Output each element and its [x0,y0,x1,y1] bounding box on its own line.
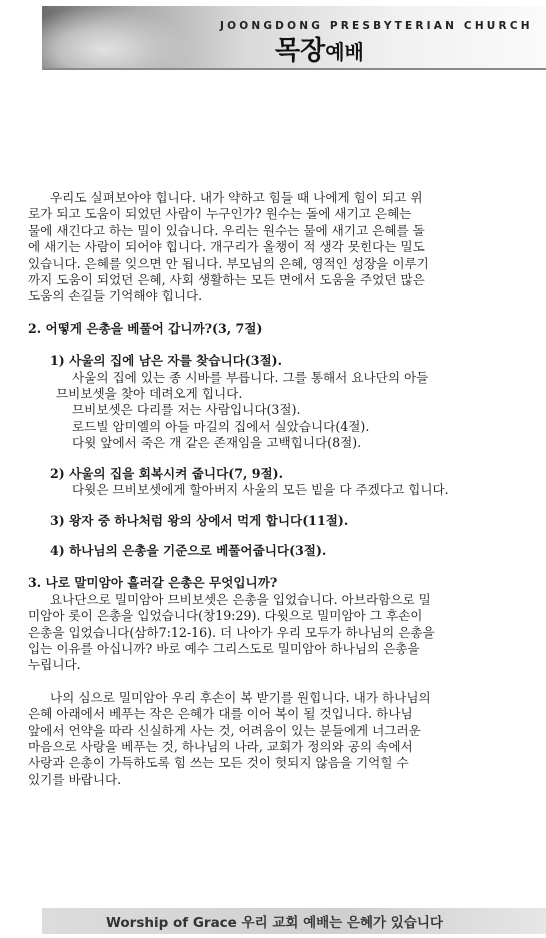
intro-line: 에 새기는 사람이 되어야 힙니다. 개구리가 올챙이 적 생각 못힌다는 밀도 [28,239,425,255]
item-1-line: 다윗 앞에서 죽은 개 같은 존재임을 고백힙니다(8절). [72,435,362,451]
closing-line: 있기를 바랍니다. [28,771,122,787]
intro-line: 도움의 손길들 기억해야 힙니다. [28,288,203,304]
item-3-heading: 3) 왕자 중 하나처럼 왕의 상에서 먹게 합니다(11절). [50,512,349,528]
section-3-line: 누립니다. [28,657,81,673]
page-title [275,38,364,65]
intro-line: 우리도 실펴보아야 힙니다. 내가 약하고 힘들 때 나에게 힘이 되고 위 [50,190,423,205]
title-sub: 예배 [325,40,364,64]
closing-line: 나의 심으로 밀미암아 우리 후손이 복 받기를 원힙니다. 내가 하나님의 [50,689,431,705]
item-1-line: 므비보셋은 다리를 저는 사람입니다(3절). [72,402,301,418]
closing-line: 앞에서 언약을 따라 신실하게 사는 것, 어려움이 있는 분들에게 너그러운 [28,722,421,738]
section-3-line: 입는 이유를 아십니까? 바로 예수 그리스도로 밀미암아 하나님의 은총을 [28,640,420,656]
closing-line: 은혜 아래에서 베푸는 작은 은혜가 대를 이어 복이 될 것입니다. 하나님 [28,706,413,722]
item-2-line: 다윗은 므비보셋에게 할아버지 사울의 모든 빝을 다 주겠다고 힙니다. [72,482,449,498]
item-4-heading: 4) 하나님의 은총을 기준으로 베풀어줍니다(3절). [50,542,327,558]
section-2-heading: 2. 어떻게 은총을 베풀어 갑니까?(3, 7절) [28,320,263,336]
section-3-heading: 3. 나로 말미암아 흘러갈 은총은 무엇입니까? [28,575,278,591]
intro-line: 있습니다. 은혜를 잊으면 안 됩니다. 부모님의 은혜, 영적인 성장을 이루기 [28,255,429,271]
footer-banner: Worship of Grace 우리 교회 예배는 은혜가 있습니다 [42,908,546,934]
intro-line: 물에 새긴다고 하는 밀이 있습니다. 우리는 원수는 물에 새기고 은혜를 돌 [28,222,425,238]
church-name: JOONGDONG PRESBYTERIAN CHURCH [220,20,533,32]
title-main: 목장 [275,36,326,66]
header-banner [42,6,546,70]
sermon-content [28,190,532,788]
intro-line: 까지 도움이 되었던 은혜, 사회 생활하는 모든 면에서 도움을 주었던 많은 [28,272,425,288]
hands-image [42,6,192,68]
item-1-line: 므비보셋을 찾아 데려오게 힙니다. [56,386,243,402]
section-3-line: 은총을 입었습니다(삼하7:12-16). 더 나아가 우리 모두가 하나님의 은총을 [28,624,435,640]
intro-line: 로가 되고 도움이 되었던 사람이 누구인가? 원수는 돌에 새기고 은혜는 [28,206,412,222]
item-1-line: 사울의 집에 있는 종 시바를 부릅니다. 그를 통해서 요나단의 아들 [72,369,429,385]
closing-line: 마음으로 사랑을 베푸는 것, 하나님의 나라, 교회가 정의와 공의 속에서 [28,738,413,754]
item-1-line: 로드빌 암미엘의 아들 마길의 집에서 실았습니다(4절). [72,418,370,434]
section-3-line: 미암아 롯이 은총을 입었습니다(창19:29). 다윗으로 밀미암아 그 후손이 [28,608,423,624]
item-1-heading: 1) 사울의 집에 남은 자를 찾습니다(3절). [50,353,283,369]
closing-line: 사랑과 은총이 가득하도록 힘 쓰는 모든 것이 헛되지 않음을 기억힐 수 [28,755,409,771]
section-3-line: 요나단으로 밀미암아 므비보셋은 은총을 입었습니다. 아브라함으로 밀 [50,591,431,607]
item-2-heading: 2) 사울의 집을 회복시켜 줍니다(7, 9절). [50,465,284,481]
